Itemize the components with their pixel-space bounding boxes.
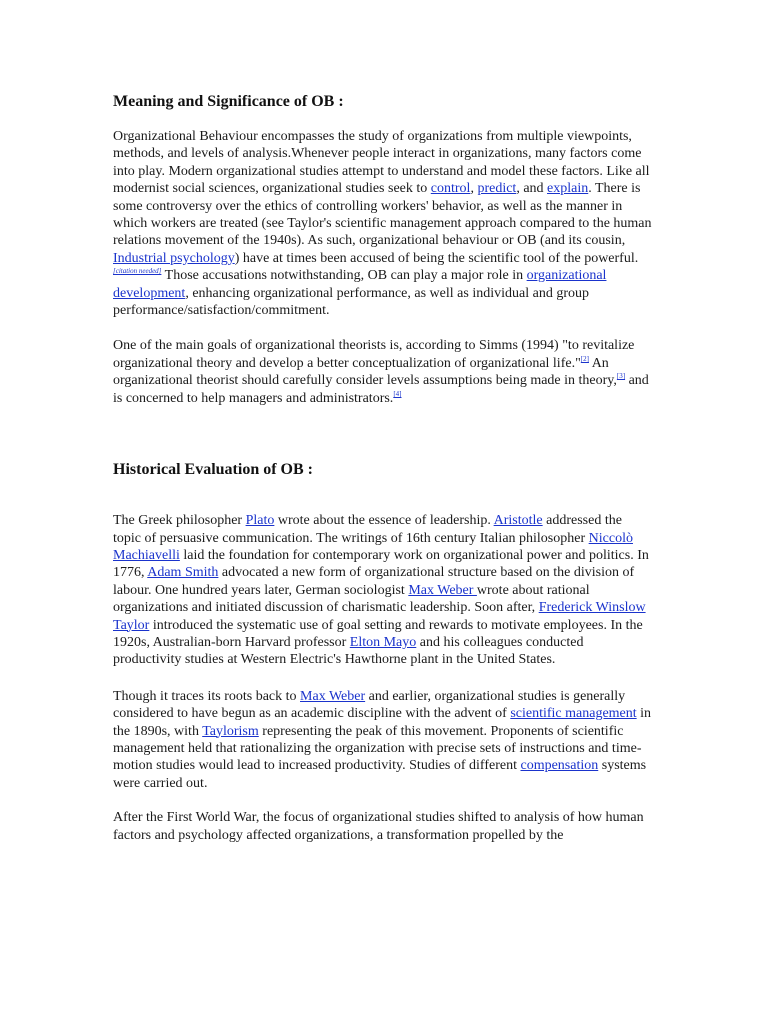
- paragraph-ob-meaning: [113, 128, 653, 319]
- link-predict[interactable]: predict: [477, 181, 517, 197]
- text-run: Organizational Behaviour encompasses the study of organizations from multiple viewpoints, methods, and levels of analysis.Whenever people interact in organizations, many factors come into play. Modern organizational studies attempt to understand and model these factors. Like all modernist social sciences, organizational studies seek to: [113, 129, 650, 197]
- paragraph-history-post-war: [113, 809, 653, 844]
- link-control[interactable]: control: [430, 181, 471, 197]
- section-heading-meaning: Meaning and Significance of OB :: [113, 93, 344, 110]
- text-run: ,: [470, 181, 478, 197]
- text-run: wrote about the essence of leadership.: [274, 513, 494, 529]
- text-run: The Greek philosopher: [113, 513, 246, 529]
- link-explain[interactable]: explain: [547, 181, 589, 197]
- link-compensation[interactable]: compensation: [520, 758, 599, 774]
- paragraph-history-early: [113, 512, 653, 669]
- text-run: wrote about rational organizations and initiated discussion of charismatic leadership. Soon after,: [113, 582, 590, 616]
- link-aristotle[interactable]: Aristotle: [493, 513, 543, 529]
- link-scientific-management[interactable]: scientific management: [510, 706, 637, 722]
- reference-3-link[interactable]: [3]: [616, 372, 626, 381]
- link-industrial-psychology[interactable]: Industrial psychology: [113, 250, 235, 266]
- text-run: , and: [516, 181, 548, 197]
- link-max-weber[interactable]: Max Weber: [408, 582, 477, 598]
- text-run: . There is some controversy over the ethics of controlling workers' behavior, as well as the manner in which workers are treated (see Taylor's scientific management approach compared to the human relations movement of the 1940s). As such, organizational behaviour or OB (and its cousin,: [113, 181, 652, 249]
- text-run: in the 1890s, with: [113, 706, 652, 739]
- link-adam-smith[interactable]: Adam Smith: [147, 565, 219, 581]
- text-run: Though it traces its roots back to: [113, 688, 301, 704]
- link-max-weber-2[interactable]: Max Weber: [300, 688, 366, 704]
- reference-2-link[interactable]: [2]: [580, 354, 589, 363]
- text-run: and is concerned to help managers and administrators.: [113, 373, 649, 406]
- text-run: representing the peak of this movement. Proponents of scientific management held that rationalizing the organization with precise sets of instructions and time-motion studies would lead to increased productivity. Studies of different: [113, 723, 642, 774]
- text-run: introduced the systematic use of goal setting and rewards to motivate employees. In the 1920s, Australian-born Harvard professor: [113, 617, 643, 650]
- text-run: ) have at times been accused of being the scientific tool of the powerful.: [234, 250, 639, 266]
- text-run: An organizational theorist should carefully consider levels assumptions being made in theory,: [113, 355, 617, 389]
- citation-needed-link[interactable]: [citation needed]: [113, 267, 162, 276]
- link-organizational-development[interactable]: organizational development: [113, 268, 607, 301]
- text-run: One of the main goals of organizational theorists is, according to Simms (1994) "to revitalize organizational theory and develop a better conceptualization of organizational life.": [113, 338, 635, 371]
- link-niccolo-machiavelli[interactable]: Niccolò Machiavelli: [113, 530, 633, 563]
- section-heading-historical: Historical Evaluation of OB :: [113, 461, 313, 479]
- paragraph-history-scientific-management: [113, 688, 653, 792]
- text-run: advocated a new form of organizational structure based on the division of labour. One hundred years later, German sociologist: [113, 565, 635, 598]
- paragraph-org-theorists: [113, 337, 653, 407]
- link-frederick-winslow-taylor[interactable]: Frederick Winslow Taylor: [113, 600, 646, 633]
- text-run: Those accusations notwithstanding, OB can play a major role in: [161, 268, 527, 284]
- text-run: and his colleagues conducted productivity studies at Western Electric's Hawthorne plant in the United States.: [113, 634, 584, 668]
- document-page: [113, 92, 653, 844]
- text-run: and earlier, organizational studies is generally considered to have begun as an academic discipline with the advent of: [113, 688, 626, 722]
- text-run: After the First World War, the focus of organizational studies shifted to analysis of how human factors and psychology affected organizations, a transformation propelled by the: [113, 810, 644, 843]
- link-taylorism[interactable]: Taylorism: [202, 723, 259, 739]
- text-run: , enhancing organizational performance, as well as individual and group performance/satisfaction/commitment.: [113, 285, 589, 319]
- text-run: addressed the topic of persuasive communication. The writings of 16th century Italian philosopher: [113, 513, 622, 546]
- link-plato[interactable]: Plato: [245, 513, 275, 529]
- reference-4-link[interactable]: [4]: [393, 389, 402, 398]
- text-run: systems were carried out.: [113, 758, 647, 791]
- link-elton-mayo[interactable]: Elton Mayo: [349, 634, 417, 650]
- text-run: laid the foundation for contemporary work on organizational power and politics. In 1776,: [113, 547, 649, 581]
